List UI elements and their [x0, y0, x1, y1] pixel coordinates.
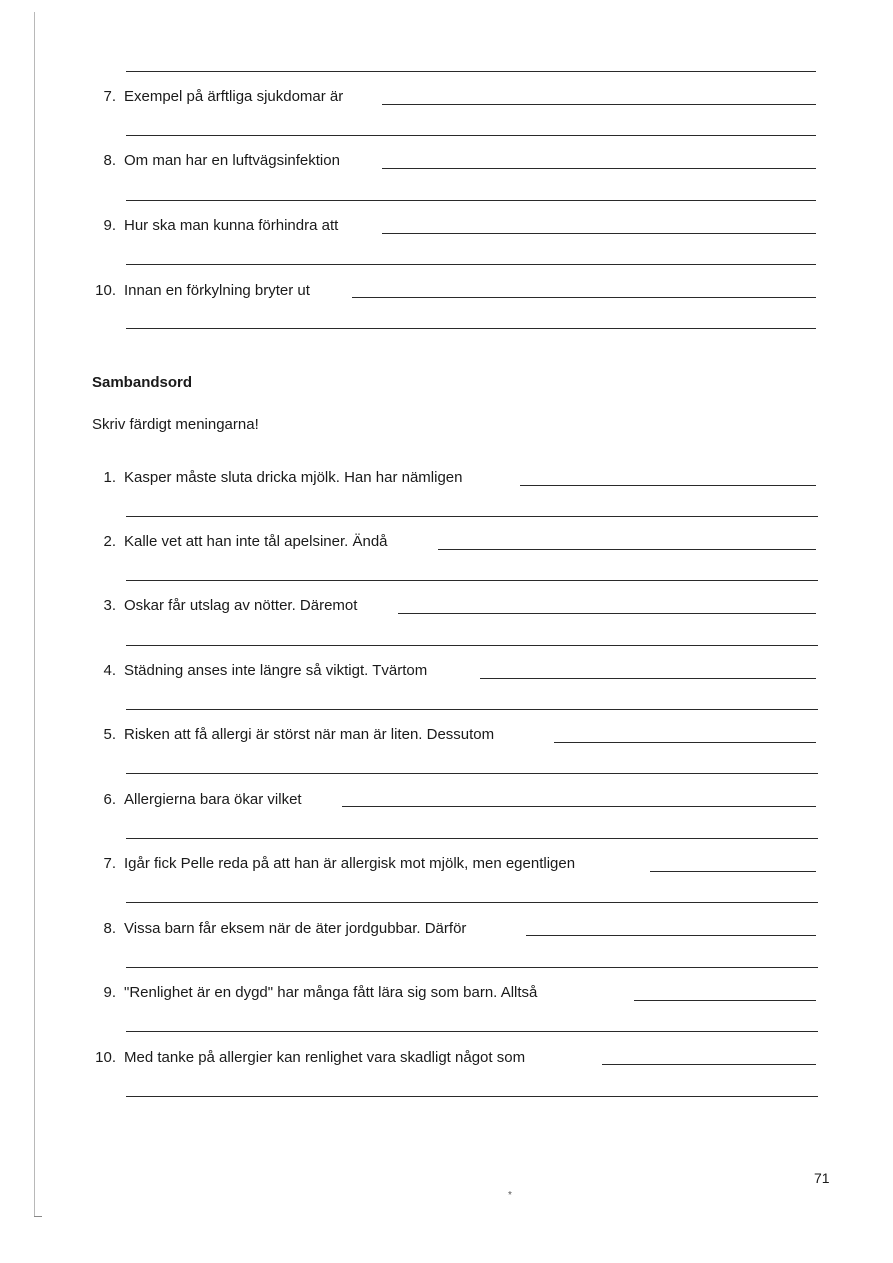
page-margin-line [34, 12, 35, 1217]
question-text: Om man har en luftvägsinfektion [124, 152, 340, 169]
sentence-3 [86, 597, 357, 617]
question-9 [86, 217, 338, 237]
answer-line[interactable] [126, 773, 818, 774]
sentence-number: 3. [103, 597, 116, 614]
sentence-number: 2. [103, 533, 116, 550]
sentence-number: 8. [103, 920, 116, 937]
sentence-text: Allergierna bara ökar vilket [124, 791, 302, 808]
sentence-text: Städning anses inte längre så viktigt. Tvärtom [124, 662, 428, 679]
sentence-5 [86, 726, 494, 746]
answer-blank[interactable] [520, 485, 816, 486]
page-margin-foot [34, 1216, 42, 1217]
sentence-10 [86, 1049, 525, 1069]
sentence-9 [86, 984, 537, 1004]
answer-line[interactable] [126, 645, 818, 646]
sentence-number: 4. [103, 662, 116, 679]
sentence-text: Risken att få allergi är störst när man är liten. Dessutom [124, 726, 495, 743]
sentence-number: 6. [103, 791, 116, 808]
question-text: Hur ska man kunna förhindra att [124, 217, 339, 234]
answer-blank[interactable] [382, 104, 816, 105]
answer-line[interactable] [126, 838, 818, 839]
sentence-number: 1. [103, 469, 116, 486]
answer-line[interactable] [126, 967, 818, 968]
sentence-8 [86, 920, 466, 940]
answer-line[interactable] [126, 902, 818, 903]
answer-blank[interactable] [480, 678, 816, 679]
answer-line[interactable] [126, 264, 816, 265]
answer-blank[interactable] [342, 806, 816, 807]
sentence-text: Igår fick Pelle reda på att han är allergisk mot mjölk, men egentligen [124, 855, 576, 872]
sentence-text: Kalle vet att han inte tål apelsiner. Ändå [124, 533, 388, 550]
answer-blank[interactable] [382, 168, 816, 169]
sentence-number: 5. [103, 726, 116, 743]
sentence-2 [86, 533, 388, 553]
sentence-text: "Renlighet är en dygd" har många fått lära sig som barn. Alltså [124, 984, 538, 1001]
sentence-number: 7. [103, 855, 116, 872]
answer-line[interactable] [126, 135, 816, 136]
answer-blank[interactable] [382, 233, 816, 234]
answer-blank[interactable] [398, 613, 816, 614]
question-10 [86, 282, 310, 302]
question-text: Innan en förkylning bryter ut [124, 282, 310, 299]
answer-line[interactable] [126, 709, 818, 710]
section-heading: Sambandsord [92, 374, 193, 391]
question-number: 7. [103, 88, 116, 105]
answer-line[interactable] [126, 1031, 818, 1032]
answer-line[interactable] [126, 580, 818, 581]
sentence-number: 10. [95, 1049, 116, 1066]
question-7 [86, 88, 343, 108]
page-speck: * [508, 1190, 512, 1201]
answer-blank[interactable] [650, 871, 816, 872]
question-number: 8. [103, 152, 116, 169]
question-text: Exempel på ärftliga sjukdomar är [124, 88, 344, 105]
answer-line[interactable] [126, 200, 816, 201]
sentence-number: 9. [103, 984, 116, 1001]
question-number: 9. [103, 217, 116, 234]
answer-blank[interactable] [352, 297, 816, 298]
sentence-text: Oskar får utslag av nötter. Däremot [124, 597, 358, 614]
answer-line[interactable] [126, 71, 816, 72]
sentence-4 [86, 662, 427, 682]
answer-line[interactable] [126, 1096, 818, 1097]
answer-blank[interactable] [526, 935, 816, 936]
answer-line[interactable] [126, 516, 818, 517]
answer-line[interactable] [126, 328, 816, 329]
section-instruction: Skriv färdigt meningarna! [92, 416, 259, 433]
sentence-text: Med tanke på allergier kan renlighet vara skadligt något som [124, 1049, 526, 1066]
sentence-7 [86, 855, 575, 875]
sentence-text: Vissa barn får eksem när de äter jordgubbar. Därför [124, 920, 467, 937]
sentence-1 [86, 469, 462, 489]
answer-blank[interactable] [602, 1064, 816, 1065]
sentence-6 [86, 791, 302, 811]
question-number: 10. [95, 282, 116, 299]
answer-blank[interactable] [554, 742, 816, 743]
answer-blank[interactable] [438, 549, 816, 550]
question-8 [86, 152, 340, 172]
sentence-text: Kasper måste sluta dricka mjölk. Han har nämligen [124, 469, 463, 486]
answer-blank[interactable] [634, 1000, 816, 1001]
page-number: 71 [814, 1170, 830, 1186]
